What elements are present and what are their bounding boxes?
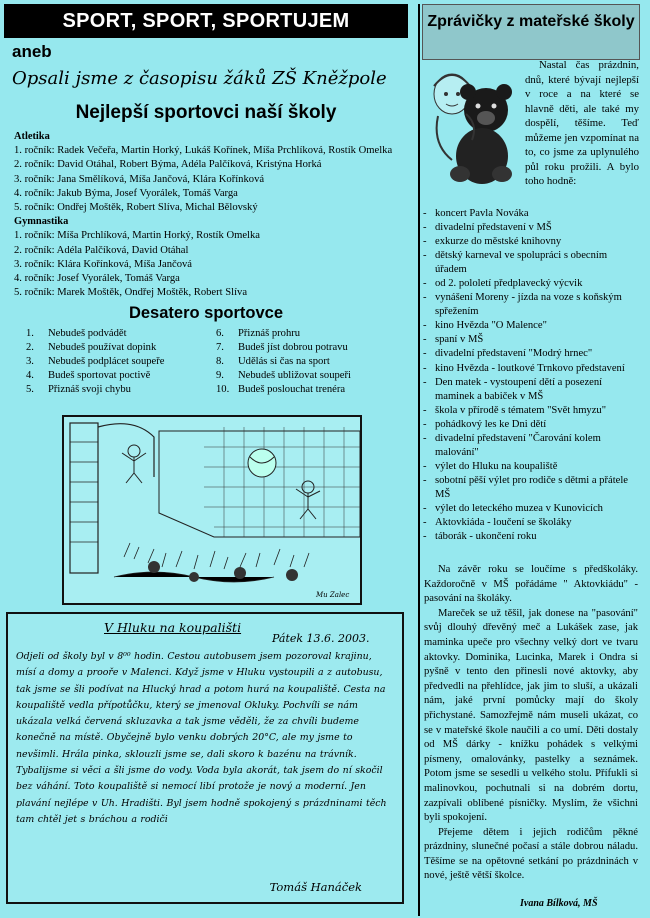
gymnastika-row: 1. ročník: Míša Prchlíková, Martin Horký, Rostík Omelka <box>14 230 260 242</box>
letter-date: Pátek 13.6. 2003. <box>272 632 370 645</box>
list-item: - Den matek - vystoupení dětí a posezení maminek a babiček v MŠ <box>423 376 637 404</box>
pool-drawing <box>62 415 362 605</box>
list-item: - pohádkový les ke Dni dětí <box>423 418 637 432</box>
event-text: divadelní představení "Čarování kolem malování" <box>435 432 601 458</box>
gymnastika-row: 5. ročník: Marek Moštěk, Ondřej Moštěk, Robert Slíva <box>14 287 248 299</box>
rule-item <box>26 369 216 383</box>
event-text: koncert Pavla Nováka <box>435 208 529 219</box>
teddy-bear-svg <box>422 64 522 188</box>
atletika-row: 2. ročník: David Otáhal, Robert Býma, Adéla Palčíková, Kristýna Horká <box>14 159 322 171</box>
list-item: - od 2. pololetí předplavecký výcvik <box>423 277 637 291</box>
event-text: výlet do leteckého muzea v Kunovicích <box>435 502 603 514</box>
subtitle: Opsali jsme z časopisu žáků ZŠ Kněžpole <box>12 68 387 89</box>
rule-item <box>26 327 216 341</box>
event-text: kino Hvězda - loutkové Trnkovo představení <box>435 362 625 374</box>
rule-item <box>216 369 416 383</box>
list-item: - kino Hvězda - loutkové Trnkovo představení <box>423 362 637 376</box>
banner-title: SPORT, SPORT, SPORTUJEM <box>4 4 408 38</box>
list-item: - spaní v MŠ <box>423 333 637 347</box>
rule-item <box>216 327 416 341</box>
rule-item <box>26 383 216 397</box>
rule-number: 10. <box>216 383 230 395</box>
event-text: sobotní pěší výlet pro rodiče s dětmi a přátele MŠ <box>435 474 628 500</box>
rule-item <box>26 355 216 369</box>
event-text: škola v přírodě s tématem "Svět hmyzu" <box>435 404 607 416</box>
event-text: výlet do Hluku na koupaliště <box>435 460 558 472</box>
list-item: - sobotní pěší výlet pro rodiče s dětmi a přátele MŠ <box>423 474 637 502</box>
rule-number: 4. <box>26 369 34 381</box>
list-item: - táborák - ukončení roku <box>423 530 637 544</box>
kindergarten-news-title: Zprávičky z mateřské školy <box>422 4 640 60</box>
list-item: - divadelní představení "Čarování kolem malování" <box>423 432 637 460</box>
rule-text: Nebudeš podplácet soupeře <box>48 356 165 368</box>
rule-number: 8. <box>216 356 224 368</box>
rule-number: 3. <box>26 356 34 368</box>
rule-number: 5. <box>26 383 34 395</box>
events-list <box>423 207 637 544</box>
list-item: - dětský karneval ve spolupráci s obecním úřadem <box>423 249 637 277</box>
rule-text: Budeš sportovat poctivě <box>48 369 151 381</box>
letter-text: Odjeli od školy byl v 8⁰⁰ hodin. Cestou autobusem jsem pozoroval krajinu, mísí a domy a prooře v Malenci. Když jsme v Hluku vystoupili a z autobusu, tak jsme se šli podívat na Hlucký hrad a potom hurá na koupaliště. Cesta na koupaliště vedla přípotůčku, který se jmenoval Okluky. Pochvíli se nám ukázala velká červená skluzavka a tak jsme věděli, že za chvíli budeme konečně na místě. Obyčejně bylo venku dobrých 20°C, ale my jsme to nevšimli. Hrála pinka, sklouzli jsme se, dali skoro k bazénu na trávník. Tybalijsme si věci a šli jsme do vody. Voda byla akorát, tak jsem do ní skočil bez váhání. Toto koupaliště si nemocí libí protože je nový a moderní. Jen plavání nejlépe v Uh. Hradišti. Byl jsem hodně spokojený s prázdninami těch tam chtěl jet s bráchou a rodiči <box>16 651 387 825</box>
list-item: - exkurze do městské knihovny <box>423 235 637 249</box>
teddy-bear-illustration <box>422 64 522 188</box>
rule-text: Budeš jíst dobrou potravu <box>238 342 348 354</box>
letter-title: V Hluku na koupališti <box>104 620 242 635</box>
event-text: spaní v MŠ <box>435 334 484 346</box>
rule-item <box>216 355 416 369</box>
gymnastika-row: 3. ročník: Klára Kořínková, Míša Jančová <box>14 258 192 270</box>
handwritten-letter <box>6 612 404 904</box>
event-text: divadelní představení v MŠ <box>435 222 552 234</box>
gymnastika-label: Gymnastika <box>14 216 69 228</box>
rule-text: Udělás si čas na sport <box>238 356 330 368</box>
rule-item <box>216 383 416 397</box>
rule-text: Budeš poslouchat trenéra <box>238 383 346 395</box>
rule-text: Přiznáš svoji chybu <box>48 383 131 395</box>
rule-text: Nebudeš podvádět <box>48 328 127 340</box>
desatero-list <box>4 327 408 396</box>
rule-number: 9. <box>216 369 224 381</box>
atletika-row: 5. ročník: Ondřej Moštěk, Robert Slíva, Michal Bělovský <box>14 202 258 214</box>
atletika-row: 1. ročník: Radek Večeřa, Martin Horký, Lukáš Kořínek, Míša Prchlíková, Rostík Omelka <box>14 145 393 157</box>
list-item: - výlet do Hluku na koupaliště <box>423 460 637 474</box>
rule-number: 7. <box>216 342 224 354</box>
drawing-signature: Mu Zalec <box>316 591 350 599</box>
event-text: vynášení Moreny - jízda na voze s koňským spřežením <box>435 292 622 318</box>
event-text: pohádkový les ke Dni dětí <box>435 418 547 430</box>
list-item: - škola v přírodě s tématem "Svět hmyzu" <box>423 404 637 418</box>
event-text: dětský karneval ve spolupráci s obecním úřadem <box>435 250 608 276</box>
rule-number: 1. <box>26 328 34 340</box>
gymnastika-row: 4. ročník: Josef Vyorálek, Tomáš Varga <box>14 273 180 285</box>
event-text: Aktovkiáda - loučení se školáky <box>435 517 572 529</box>
aneb-label: aneb <box>12 42 52 61</box>
event-text: kino Hvězda "O Malence" <box>435 320 547 332</box>
rule-item <box>26 341 216 355</box>
article-signature: Ivana Bílková, MŠ <box>520 898 598 909</box>
list-item: - koncert Pavla Nováka <box>423 207 637 221</box>
outro-paragraph: Přejeme dětem i jejich rodičům pěkné prázdniny, slunečné počasí a stále dobrou náladu. Těšíme se na opětovné setkání po prázdninách v nové, ještě větší školce. <box>424 826 638 882</box>
pool-drawing-svg <box>64 417 360 603</box>
atletika-row: 3. ročník: Jana Smělíková, Míša Jančová, Klára Kořínková <box>14 173 265 185</box>
gymnastika-row: 2. ročník: Adéla Palčíková, David Otáhal <box>14 244 189 256</box>
list-item: - vynášení Moreny - jízda na voze s koňským spřežením <box>423 291 637 319</box>
desatero-heading: Desatero sportovce <box>128 304 284 323</box>
event-text: táborák - ukončení roku <box>435 531 537 543</box>
intro-text: Nastal čas prázdnin, dnů, které bývají nejlepší v roce a na které se hlavně děti, ale také my dospělí, těšíme. Teď můžeme jen vzpomínat na to, co jsme za uplynulého půl roku prožili. A bylo toho hodně: <box>525 59 639 187</box>
list-item: - kino Hvězda "O Malence" <box>423 319 637 333</box>
rule-item <box>216 341 416 355</box>
list-item: - divadelní představení v MŠ <box>423 221 637 235</box>
letter-signature: Tomáš Hanáček <box>269 880 362 894</box>
rule-number: 6. <box>216 328 224 340</box>
event-text: divadelní představení "Modrý hrnec" <box>435 348 593 360</box>
kindergarten-outro <box>424 563 638 884</box>
outro-paragraph: Na závěr roku se loučíme s předškoláky. Každoročně v MŠ pořádáme " Aktovkiádu" - pasování na školáky. <box>424 564 638 605</box>
outro-paragraph: Mareček se už těšil, jak donese na "pasování" svůj dlouhý dřevěný meč a Lukášek zase, jak maminka upeče pro všechny velký dort ve tvaru aktovky. Dominika, Lucinka, Marek i Ondra si pyšně v tento den přinesli nové aktovky, aby předvedli na přehlídce, jak jim to sluší, a ukázali nám, jaké první pomůcky mají do školy přichystané. Samozřejmě nám museli ukázat, co se v mateřské škole naučili a co umí. Děti dostaly od MŠ dárky - knížku pohádek s velkými písmeny, omalovánky, pastelky a seznámek. Potom jsme se sesedli u velkého stolu. Přífukli si malinovkou, pochutnali si na dobrém dortu, zazpívali oblíbené písničky. Myslím, že všichni byli spokojení. <box>424 607 638 824</box>
list-item: - divadelní představení "Modrý hrnec" <box>423 347 637 361</box>
atletika-label: Atletika <box>14 131 50 142</box>
event-text: exkurze do městské knihovny <box>435 236 562 248</box>
best-athletes-heading: Nejlepší sportovci naší školy <box>75 102 337 123</box>
list-item: - Aktovkiáda - loučení se školáky <box>423 516 637 530</box>
rule-text: Nebudeš používat dopink <box>48 342 157 354</box>
rule-text: Nebudeš ubližovat soupeři <box>238 369 351 381</box>
left-column <box>4 4 408 396</box>
list-item: - výlet do leteckého muzea v Kunovicích <box>423 502 637 516</box>
rule-text: Přiznáš prohru <box>238 328 301 340</box>
athletes-list <box>4 126 408 300</box>
atletika-row: 4. ročník: Jakub Býma, Josef Vyorálek, Tomáš Varga <box>14 187 238 199</box>
event-text: Den matek - vystoupení dětí a posezení maminek a babiček v MŠ <box>435 376 603 402</box>
event-text: od 2. pololetí předplavecký výcvik <box>435 278 583 290</box>
rule-number: 2. <box>26 342 34 354</box>
